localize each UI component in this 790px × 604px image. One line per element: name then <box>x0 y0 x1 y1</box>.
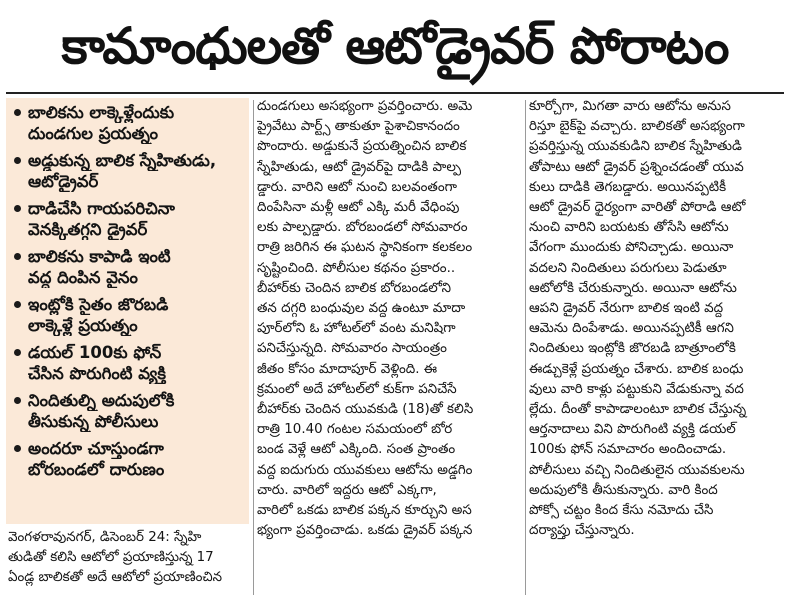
article-line: జీతం కోసం మాదాపూర్ వెళ్లింది. ఈ <box>257 361 438 377</box>
column-divider <box>253 100 254 595</box>
article-line: స్నేహితుడు, ఆటో డ్రైవర్‌పై దాడికి పాల్ప <box>257 159 462 175</box>
highlight-text: వెనక్కితగ్గని డ్రైవర్ <box>28 220 148 239</box>
article-line: తన దగ్గరి బంధువుల వద్ద ఉంటూ మాదా <box>257 301 466 317</box>
article-line: పోక్సో చట్టం కింద కేసు నమోదు చేసి <box>529 503 714 519</box>
highlight-text: డయల్ 100కు ఫోన్ <box>28 343 162 362</box>
article-line: ఈడ్చుకెళ్లే ప్రయత్నం చేశారు. బాలిక బంధు <box>529 361 744 377</box>
highlight-text: తీసుకున్న పోలీసులు <box>28 412 159 431</box>
article-line: ఆపని డ్రైవర్ నేరుగా బాలిక ఇంటి వద్ద <box>529 301 724 317</box>
bullet-dot-icon <box>14 205 21 212</box>
highlight-text: బాలికను లాక్కెళ్లేందుకు <box>28 103 175 122</box>
article-line: పొందారు. అడ్డుకునే ప్రయత్నించిన బాలిక <box>257 139 467 155</box>
highlight-item <box>12 342 243 384</box>
article-line: ఆటో డ్రైవర్ ధైర్యంగా వారితో పోరాడి ఆటో <box>529 200 746 216</box>
article-line: ల్లేదు. దీంతో కాపాడాలంటూ బాలిక చేస్తున్న <box>529 402 747 418</box>
article-line: దుండగులు అసభ్యంగా ప్రవర్తించారు. అమె <box>257 99 473 114</box>
highlight-item <box>12 294 243 336</box>
article-line: దర్యాప్తు చేస్తున్నారు. <box>529 523 635 539</box>
article-line: బీహార్‌కు చెందిన యువకుడి (18)తో కలిసి <box>257 402 474 418</box>
article-line: ఆమెను దింపేశాడు. అయినప్పటికీ ఆగని <box>529 321 734 337</box>
article-column-1 <box>8 528 250 589</box>
bullet-dot-icon <box>14 397 21 404</box>
highlight-text: బోరబండలో దారుణం <box>28 460 165 479</box>
article-line: భ్యంగా ప్రవర్తించాడు. ఒకడు డ్రైవర్ పక్కన <box>257 523 473 539</box>
article-line: కులు దాడికి తెగబడ్డారు. అయినప్పటికీ <box>529 179 727 195</box>
highlight-text: దుండగుల ప్రయత్నం <box>28 124 158 143</box>
article-line: ప్రైవేటు పార్ట్స్ తాకుతూ పైశాచికానందం <box>257 119 460 135</box>
article-column-3 <box>529 97 785 602</box>
article-line: వులు వారి కాళ్లు పట్టుకుని వేడుకున్నా వద <box>529 381 744 397</box>
article-line: క్రమంలో అదే హోటల్‌లో కుక్‌గా పనిచేసే <box>257 381 457 397</box>
article-line: వద్ద ఐదుగురు యువకులు ఆటోను అడ్డగిం <box>257 462 473 478</box>
article-line: అదుపులోకి తీసుకున్నారు. వారి కింద <box>529 482 718 498</box>
highlight-text: అందరూ చూస్తుండగా <box>28 439 164 458</box>
article-line: పూర్‌లోని ఓ హోటల్‌లో వంట మనిషిగా <box>257 321 456 337</box>
article-line: 100కు ఫోన్ సమాచారం అందించాడు. <box>529 442 727 458</box>
highlight-text: దాడిచేసి గాయపరిచినా <box>28 199 175 218</box>
bullet-dot-icon <box>14 301 21 308</box>
article-line: తోపాటు ఆటో డ్రైవర్ ప్రశ్నించడంతో యువ <box>529 159 744 175</box>
article-line: డ్డారు. వారిని ఆటో నుంచి బలవంతంగా <box>257 179 457 195</box>
highlight-item <box>12 438 243 480</box>
highlight-item <box>12 390 243 432</box>
article-line: దింపేసినా మళ్లీ ఆటో ఎక్కి మరీ వేధింపు <box>257 200 460 216</box>
article-line: వేగంగా ముందుకు పోనిచ్చాడు. అయినా <box>529 240 734 256</box>
bullet-dot-icon <box>14 157 21 164</box>
highlight-text: బాలికను కాపాడి ఇంటి <box>28 247 171 266</box>
article-line: రాత్రి 10.40 గంటల సమయంలో బోర <box>257 422 453 438</box>
highlight-text: నిందితుల్ని అదుపులోకి <box>28 391 175 410</box>
highlights-box <box>6 98 249 524</box>
article-line: నుంచి వారిని బయటకు తోసేసి ఆటోను <box>529 220 729 236</box>
bullet-dot-icon <box>14 109 21 116</box>
headline: కామాంధులతో ఆటోడ్రైవర్ పోరాటం <box>61 17 729 75</box>
highlight-item <box>12 198 243 240</box>
article-line: ఏండ్ల బాలికతో అదే ఆటోలో ప్రయాణించిన <box>8 570 223 586</box>
article-line: తుడితో కలిసి ఆటోలో ప్రయాణిస్తున్న 17 <box>8 550 214 566</box>
article-line: ఆటోలోకి చేరుకున్నారు. అయినా ఆటోను <box>529 280 737 296</box>
article-line: రిస్తూ బైక్‌పై వచ్చారు. బాలికతో అసభ్యంగా <box>529 119 745 135</box>
article-line: పోలీసులు వచ్చి నిందితులైన యువకులను <box>529 462 745 478</box>
headline-rule <box>6 92 784 94</box>
highlight-text: ఆటోడ్రైవర్ <box>28 172 99 191</box>
highlight-item <box>12 150 243 192</box>
article-line: ఆర్తనాదాలు విని పొరుగింటి వ్యక్తి డయల్ <box>529 422 736 438</box>
highlight-item <box>12 246 243 288</box>
highlight-text: అడ్డుకున్న బాలిక స్నేహితుడు, <box>28 151 217 170</box>
article-line: సృష్టించింది. పోలీసుల కథనం ప్రకారం.. <box>257 260 456 276</box>
highlight-item <box>12 102 243 144</box>
article-line: నిందితులు ఇంట్లోకి జొరబడి బాత్రూంలోకి <box>529 341 736 357</box>
column-divider <box>525 100 526 595</box>
article-line: వారిలో ఒకడు బాలిక పక్కన కూర్చుని అస <box>257 503 472 519</box>
article-line: వదలని నిందితులు పరుగులు పెడుతూ <box>529 260 727 276</box>
article-line: చారు. వారిలో ఇద్దరు ఆటో ఎక్కగా, <box>257 482 437 498</box>
highlight-text: వద్ద దింపిన వైనం <box>28 268 138 287</box>
article-column-2 <box>257 97 521 602</box>
bullet-dot-icon <box>14 253 21 260</box>
highlight-text: చేసిన పొరుగింటి వ్యక్తి <box>28 364 166 383</box>
article-line: బీహార్‌కు చెందిన బాలిక బోరబండలోని <box>257 280 452 296</box>
article-line: బండ వెళ్లే ఆటో ఎక్కింది. సంత ప్రాంతం <box>257 442 456 458</box>
article-line: పనిచేస్తున్నది. సోమవారం సాయంత్రం <box>257 341 447 357</box>
article-line: వెంగళరావునగర్, డిసెంబర్ 24: స్నేహి <box>8 530 202 545</box>
article-line: రాత్రి జరిగిన ఈ ఘటన స్థానికంగా కలకలం <box>257 240 473 256</box>
article-line: ప్రవర్తిస్తున్న యువకుడిని బాలిక స్నేహితుడి <box>529 139 742 155</box>
bullet-dot-icon <box>14 349 21 356</box>
highlight-text: ఇంట్లోకి సైతం జొరబడి <box>28 295 169 314</box>
highlight-text: లాక్కెళ్లే ప్రయత్నం <box>28 316 138 335</box>
article-line: కూర్చోగా, మిగతా వారు ఆటోను అనుస <box>529 99 731 114</box>
article-line: లకు పాల్పడ్డారు. బోరబండలో సోమవారం <box>257 220 468 236</box>
bullet-dot-icon <box>14 445 21 452</box>
